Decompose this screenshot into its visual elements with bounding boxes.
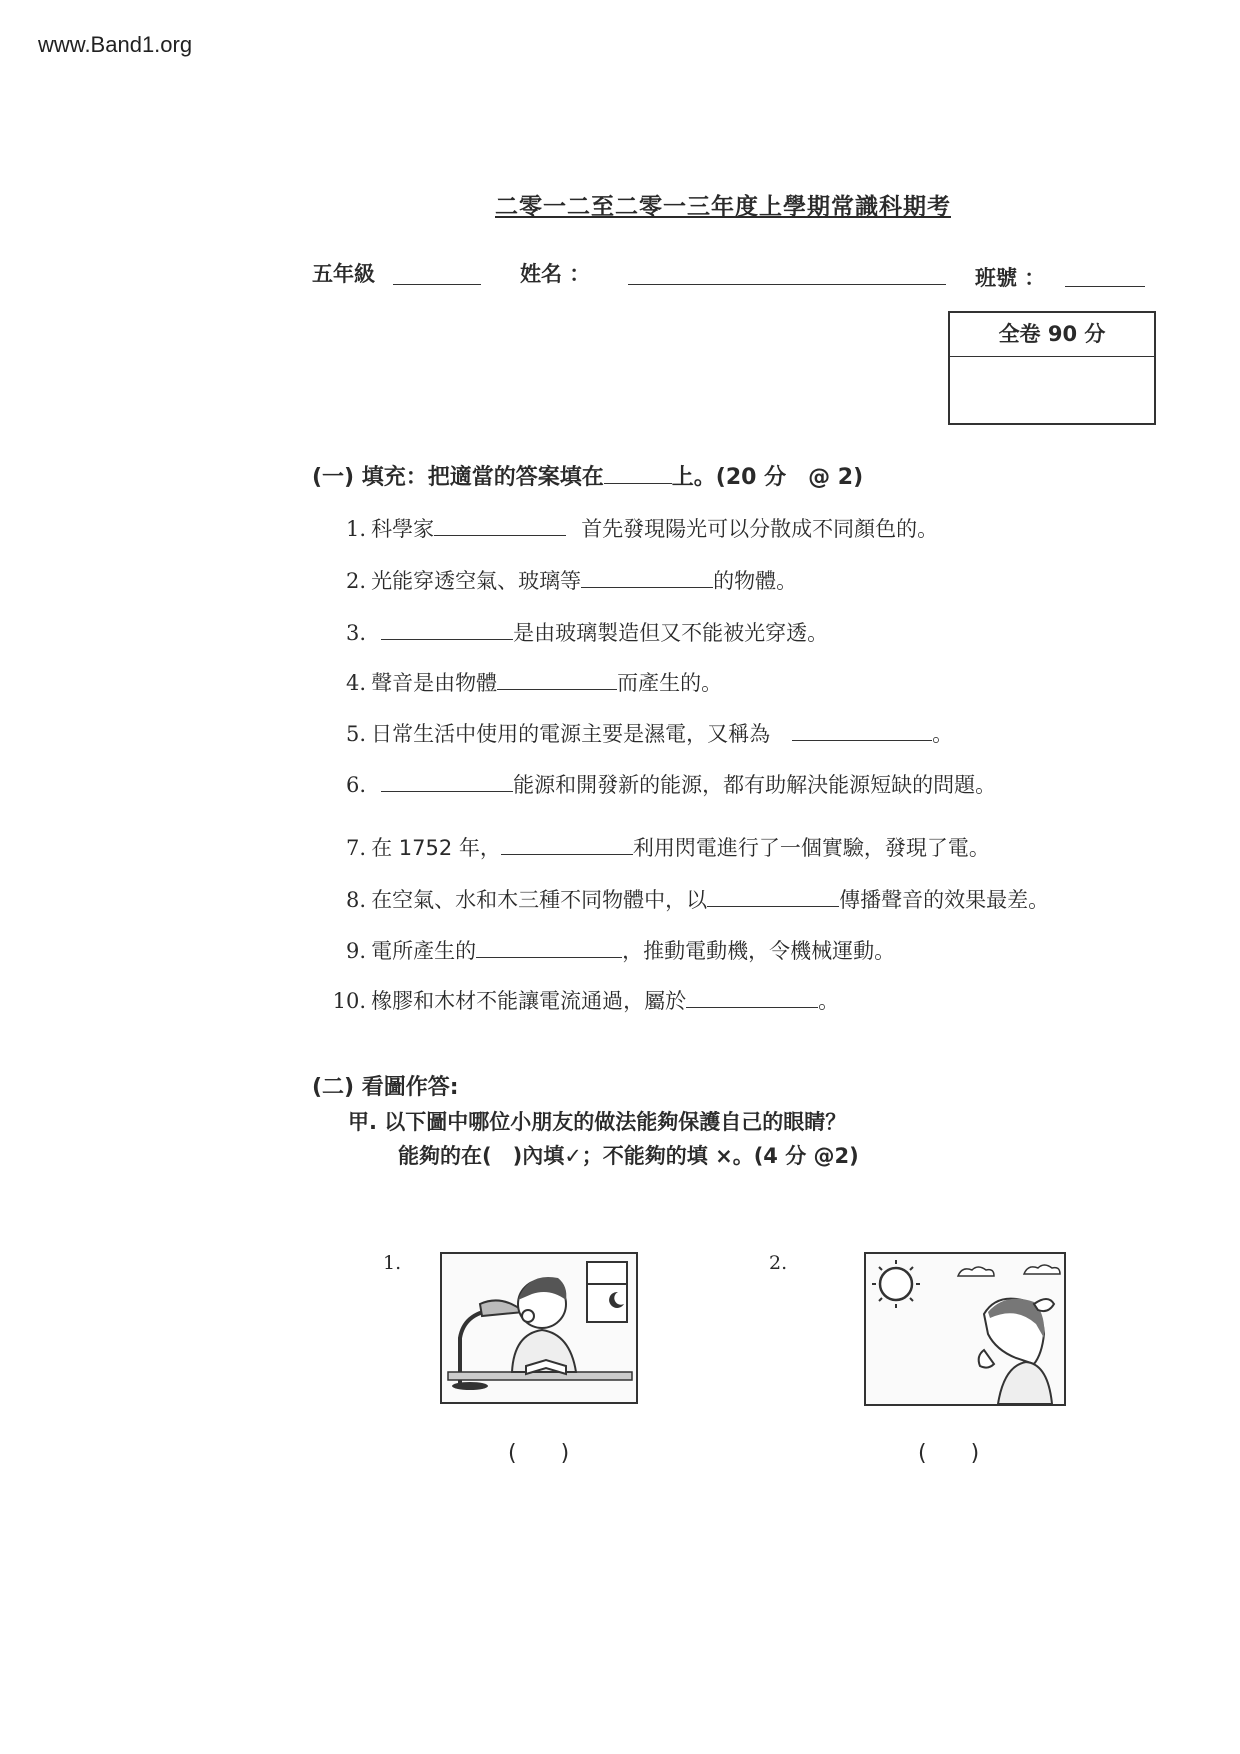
window-shape (587, 1262, 627, 1322)
name-label: 姓名 ： (520, 262, 591, 286)
question-text-pre: 在空氣、水和木三種不同物體中，以 (371, 888, 708, 912)
question-text-post: ，推動電動機，令機械運動。 (622, 939, 896, 963)
question-7 (326, 832, 990, 862)
question-text-post: 首先發現陽光可以分散成不同顏色的。 (581, 517, 939, 541)
question-number: 10. (332, 989, 366, 1013)
picture-1-boy-reading-with-lamp (440, 1252, 638, 1404)
answer-blank[interactable] (792, 720, 932, 741)
question-number: 4. (345, 671, 366, 695)
answer-blank[interactable] (707, 886, 839, 907)
question-number: 5. (345, 722, 366, 746)
name-blank (628, 284, 946, 285)
question-number: 7. (345, 836, 366, 860)
grade-blank (393, 284, 481, 285)
question-8 (326, 884, 1049, 914)
score-box (948, 311, 1156, 425)
question-text-pre: 橡膠和木材不能讓電流通過，屬於 (371, 989, 687, 1013)
question-text-pre: 聲音是由物體 (371, 671, 498, 695)
class-no-label: 班號 ： (975, 266, 1046, 290)
sun-icon (880, 1268, 912, 1300)
picture-2-number: 2. (769, 1252, 788, 1274)
class-no-blank (1065, 286, 1145, 287)
section1-heading-post: 上。(20 分 @ 2) (671, 465, 864, 490)
question-number: 1. (345, 517, 366, 541)
question-text-pre: 電所產生的 (371, 939, 477, 963)
answer-blank[interactable] (581, 567, 713, 588)
answer-blank[interactable] (476, 937, 622, 958)
picture-1-number: 1. (383, 1252, 402, 1274)
answer-blank[interactable] (381, 619, 513, 640)
question-2 (326, 565, 797, 595)
answer-blank[interactable] (501, 834, 633, 855)
question-10 (326, 985, 839, 1015)
hand-shape (979, 1350, 994, 1368)
grade-label: 五年級 (312, 262, 375, 286)
question-text-post: 。 (818, 989, 840, 1013)
section1-heading (312, 460, 863, 491)
answer-blank[interactable] (497, 669, 617, 690)
question-5 (326, 718, 953, 748)
picture-2-girl-looking-at-sun (864, 1252, 1066, 1406)
picture-2-answer[interactable]: ( ) (918, 1441, 980, 1466)
section2-heading: (二) 看圖作答: (312, 1075, 459, 1100)
question-text-post: 的物體。 (713, 569, 798, 593)
question-number: 6. (345, 773, 366, 797)
question-text-post: 能源和開發新的能源，都有助解決能源短缺的問題。 (513, 773, 997, 797)
question-4 (326, 667, 722, 697)
question-6 (326, 769, 996, 799)
question-number: 9. (345, 939, 366, 963)
picture-1-answer[interactable]: ( ) (508, 1441, 570, 1466)
question-text-pre: 日常生活中使用的電源主要是濕電，又稱為 (371, 722, 771, 746)
answer-blank[interactable] (381, 771, 513, 792)
question-number: 3. (345, 621, 366, 645)
desk-shape (448, 1372, 632, 1380)
answer-blank[interactable] (686, 987, 818, 1008)
question-number: 8. (345, 888, 366, 912)
exam-title: 二零一二至二零一三年度上學期常識科期考 (495, 194, 951, 220)
question-number: 2. (345, 569, 366, 593)
question-text-pre: 科學家 (371, 517, 435, 541)
question-text-post: 而產生的。 (617, 671, 723, 695)
question-text-post: 。 (932, 722, 954, 746)
score-box-label: 全卷 90 分 (950, 313, 1154, 357)
cloud-icon (958, 1267, 994, 1276)
question-9 (326, 935, 895, 965)
answer-blank[interactable] (434, 515, 566, 536)
question-text-pre: 光能穿透空氣、玻璃等 (371, 569, 582, 593)
picture-1-illustration (442, 1254, 636, 1402)
question-1 (326, 513, 938, 543)
question-text-post: 利用閃電進行了一個實驗，發現了電。 (632, 836, 990, 860)
picture-2-illustration (866, 1254, 1064, 1404)
section1-heading-blank (604, 463, 672, 484)
question-text-post: 傳播聲音的效果最差。 (839, 888, 1050, 912)
question-text-pre: 在 1752 年， (371, 836, 501, 860)
section1-heading-pre: (一) 填充：把適當的答案填在 (312, 465, 604, 490)
question-text-post: 是由玻璃製造但又不能被光穿透。 (513, 621, 829, 645)
question-3 (326, 617, 828, 647)
cloud-icon (1024, 1265, 1060, 1274)
section2-sub-a-line1: 甲. 以下圖中哪位小朋友的做法能夠保護自己的眼睛？ (348, 1110, 847, 1134)
watermark: www.Band1.org (38, 32, 193, 57)
section2-sub-a-line2: 能夠的在( )內填✓；不能夠的填 ×。(4 分 @2) (398, 1144, 859, 1168)
